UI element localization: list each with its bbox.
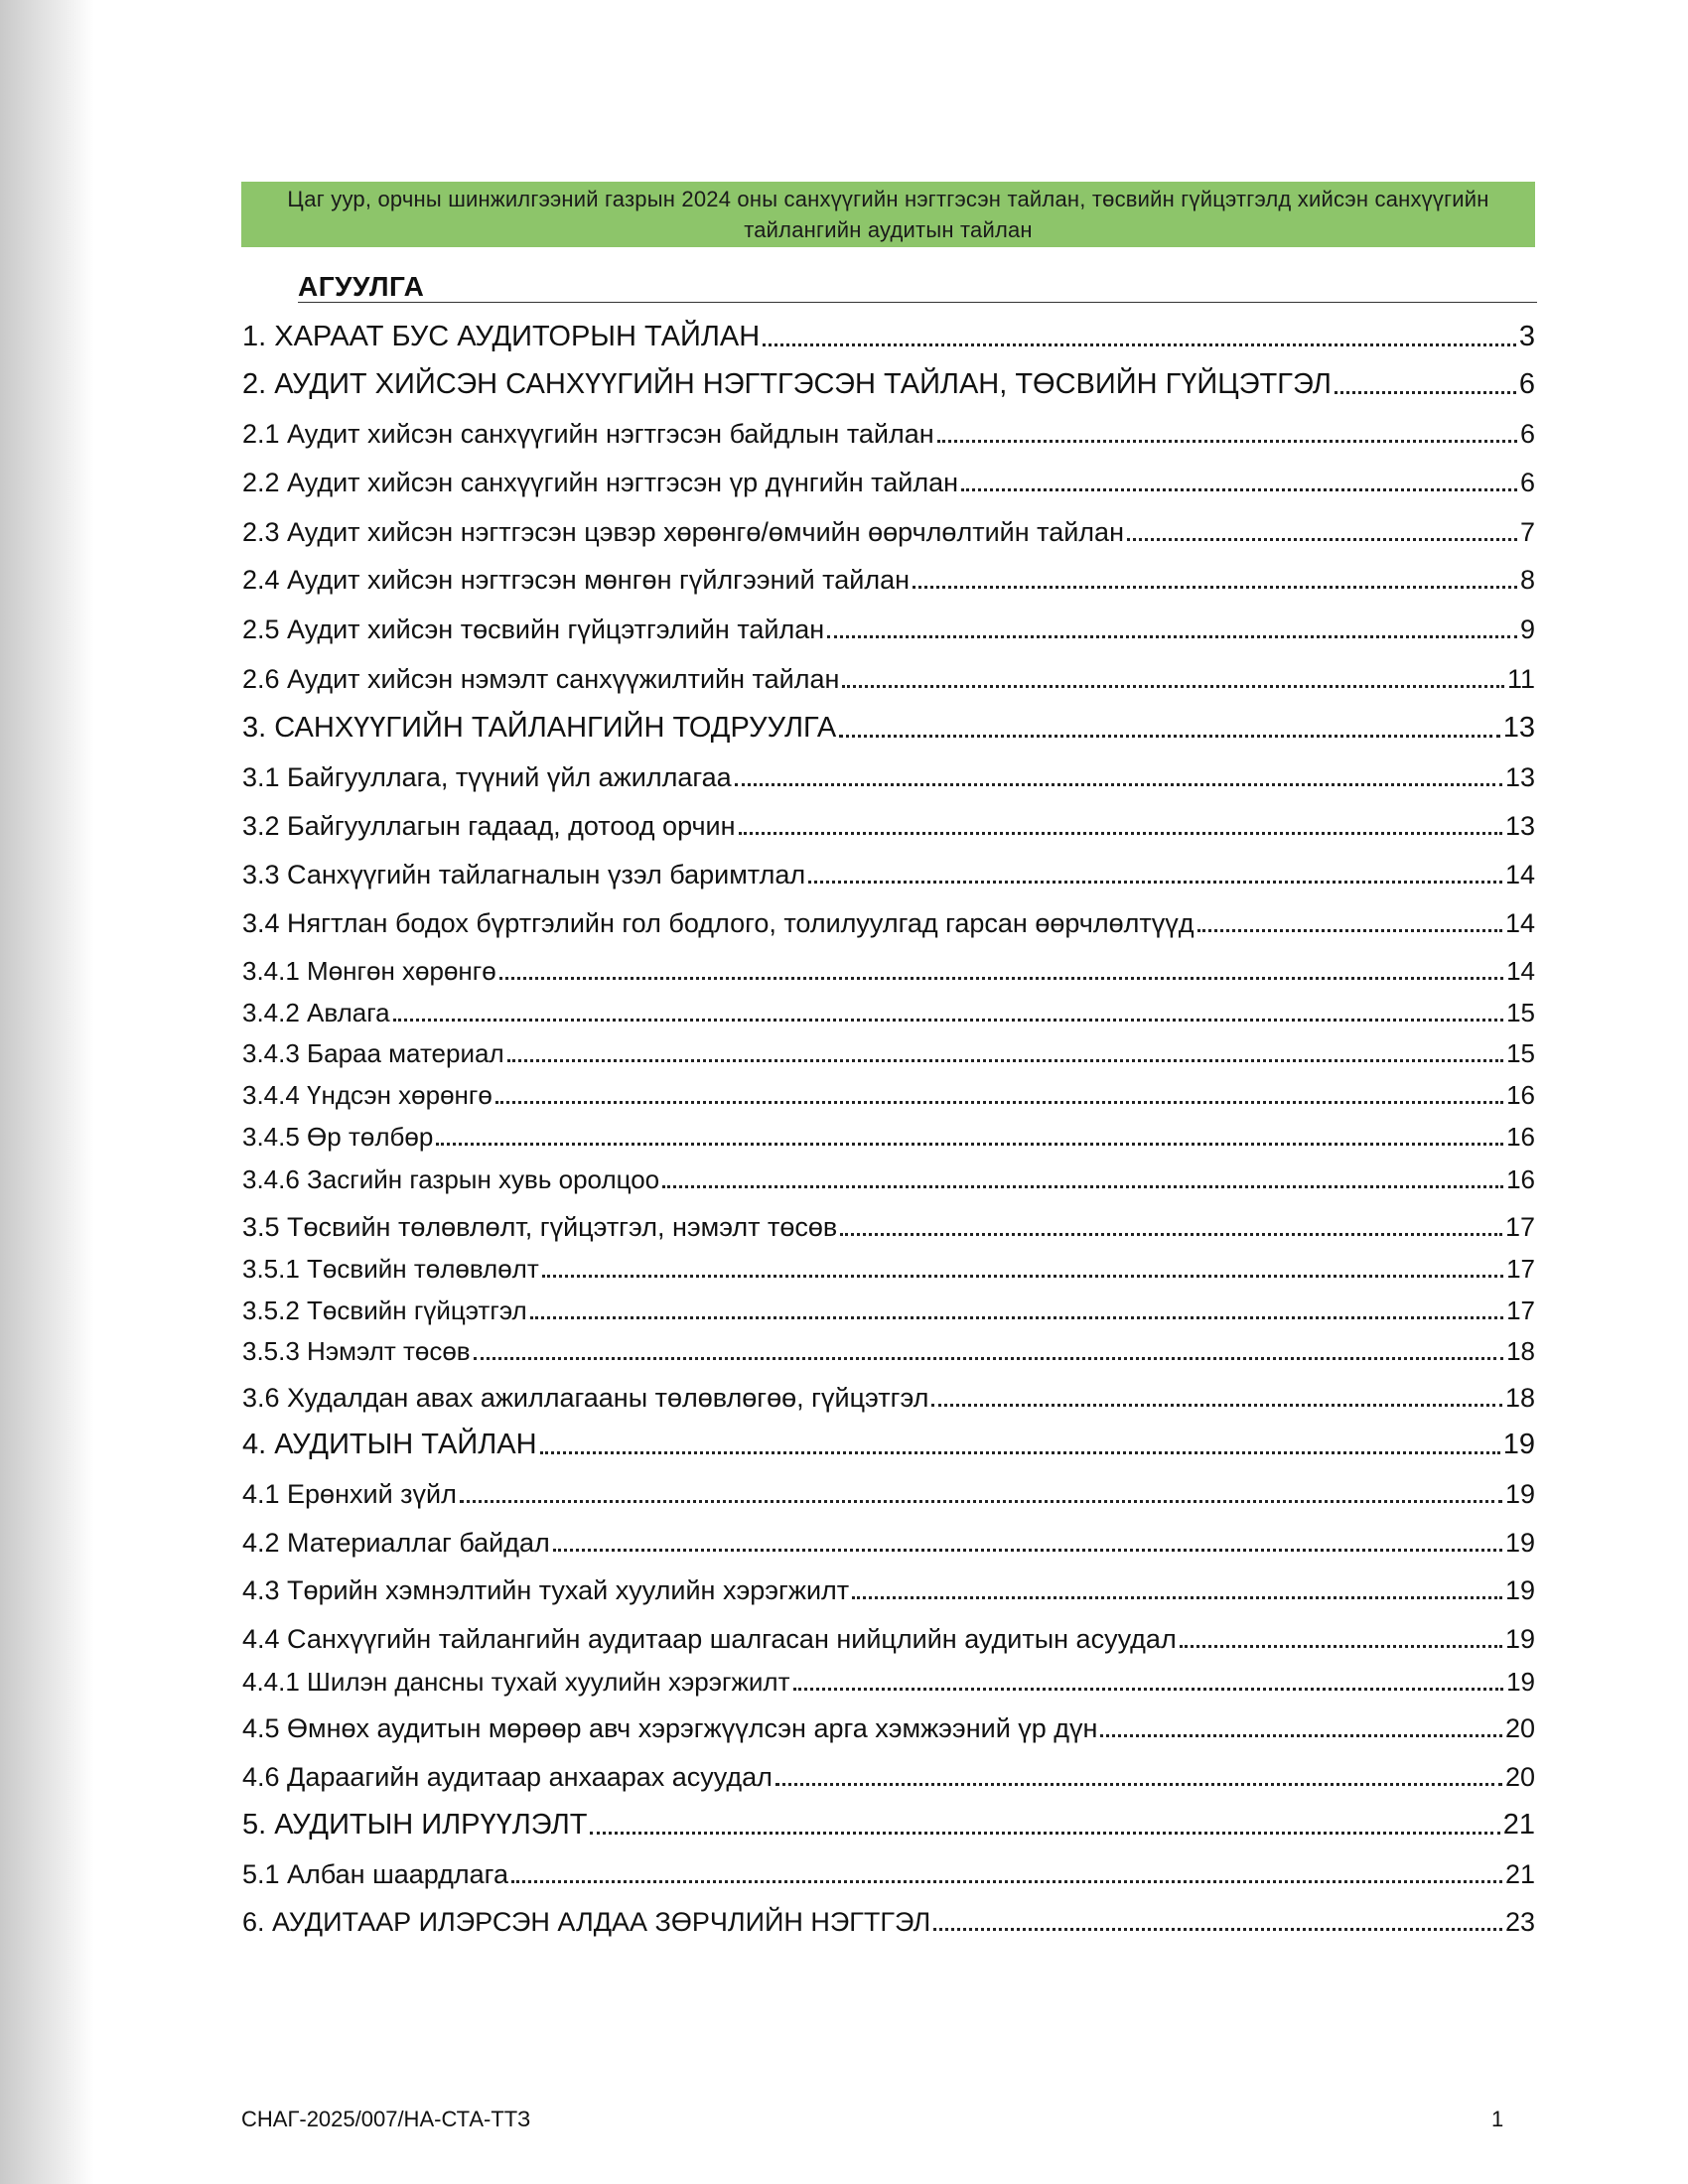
toc-dot-leader: [1180, 1645, 1502, 1648]
toc-entry-title: 3.4 Нягтлан бодох бүртгэлийн гол бодлого, толилуулгад гарсан өөрчлөлтүүд: [242, 908, 1195, 938]
toc-entry-page: 19: [1504, 1528, 1535, 1558]
toc-entry-title: 3.4.4 Үндсэн хөрөнгө: [242, 1080, 492, 1110]
toc-entry[interactable]: [242, 1710, 1535, 1744]
toc-entry-page: 19: [1502, 1429, 1535, 1460]
toc-entry[interactable]: [242, 995, 1535, 1028]
toc-entry[interactable]: [242, 905, 1535, 939]
toc-entry-title: 3.4.3 Бараа материал: [242, 1038, 504, 1068]
toc-dot-leader: [933, 1928, 1502, 1931]
toc-entry-title: 5. АУДИТЫН ИЛРҮҮЛЭЛТ: [242, 1809, 588, 1841]
toc-entry-title: 1. ХАРААТ БУС АУДИТОРЫН ТАЙЛАН: [242, 321, 761, 352]
toc-dot-leader: [1335, 391, 1516, 394]
toc-dot-leader: [1197, 929, 1502, 932]
toc-dot-leader: [852, 1596, 1502, 1599]
toc-entry-page: 17: [1504, 1212, 1535, 1242]
toc-entry-title: 3.4.2 Авлага: [242, 998, 390, 1027]
page-number: 1: [1491, 2107, 1504, 2131]
toc-dot-leader: [507, 1059, 1503, 1062]
toc-entry-title: 3.4.6 Засгийн газрын хувь оролцоо: [242, 1164, 660, 1194]
toc-entry[interactable]: [242, 857, 1535, 890]
toc-entry-page: 3: [1518, 321, 1535, 352]
toc-dot-leader: [763, 343, 1516, 346]
toc-dot-leader: [540, 1451, 1500, 1454]
toc-entry-title: 2.4 Аудит хийсэн нэгтгэсэн мөнгөн гүйлгээний тайлан: [242, 565, 910, 595]
toc-entry[interactable]: [242, 562, 1535, 596]
toc-dot-leader: [842, 685, 1504, 688]
toc-entry-title: 3.5.2 Төсвийн гүйцэтгэл: [242, 1296, 527, 1325]
toc-dot-leader: [937, 440, 1517, 443]
toc-entry-page: 20: [1504, 1713, 1535, 1743]
toc-entry-page: 19: [1504, 1575, 1535, 1605]
toc-entry-page: 6: [1519, 419, 1535, 449]
toc-dot-leader: [739, 832, 1502, 835]
toc-entry-page: 16: [1506, 1122, 1535, 1152]
toc-entry-title: 2. АУДИТ ХИЙСЭН САНХҮҮГИЙН НЭГТГЭСЭН ТАЙЛАН, ТӨСВИЙН ГҮЙЦЭТГЭЛ: [242, 368, 1332, 400]
toc-dot-leader: [1127, 538, 1517, 541]
toc-entry-page: 16: [1506, 1080, 1535, 1110]
toc-entry-page: 14: [1504, 908, 1535, 938]
toc-entry-page: 6: [1518, 368, 1535, 400]
toc-entry[interactable]: [242, 1904, 1535, 1938]
toc-entry[interactable]: [242, 661, 1535, 695]
toc-dot-leader: [827, 635, 1517, 638]
toc-entry-page: 13: [1502, 712, 1535, 744]
toc-entry-page: 6: [1519, 468, 1535, 497]
toc-entry[interactable]: [242, 759, 1535, 793]
toc-entry[interactable]: [242, 1621, 1535, 1655]
toc-entry-page: 19: [1504, 1624, 1535, 1654]
toc-entry-page: 20: [1504, 1762, 1535, 1792]
toc-dot-leader: [511, 1880, 1502, 1883]
toc-dot-leader: [499, 977, 1503, 980]
toc-dot-leader: [530, 1316, 1503, 1319]
toc-heading-rule: [298, 302, 1537, 303]
toc-entry[interactable]: [242, 367, 1535, 401]
toc-entry-title: 2.3 Аудит хийсэн нэгтгэсэн цэвэр хөрөнгө/өмчийн өөрчлөлтийн тайлан: [242, 517, 1124, 547]
toc-entry-title: 3.4.5 Өр төлбөр: [242, 1122, 434, 1152]
toc-dot-leader: [961, 488, 1517, 491]
toc-entry-page: 23: [1504, 1907, 1535, 1937]
toc-entry-title: 3.2 Байгууллагын гадаад, дотоод орчин: [242, 811, 736, 841]
toc-entry-page: 21: [1502, 1809, 1535, 1841]
toc-entry[interactable]: [242, 1251, 1535, 1285]
toc-entry[interactable]: [242, 514, 1535, 548]
toc-entry[interactable]: [242, 416, 1535, 450]
toc-dot-leader: [839, 735, 1500, 738]
toc-entry[interactable]: [242, 1035, 1535, 1069]
toc-entry-title: 3. САНХҮҮГИЙН ТАЙЛАНГИЙН ТОДРУУЛГА: [242, 712, 837, 744]
toc-entry-page: 19: [1506, 1667, 1535, 1697]
toc-entry-title: 4. АУДИТЫН ТАЙЛАН: [242, 1429, 537, 1460]
toc-dot-leader: [840, 1233, 1502, 1236]
toc-dot-leader: [460, 1500, 1502, 1503]
toc-entry[interactable]: [242, 1476, 1535, 1510]
report-title-text: Цаг уур, орчны шинжилгээний газрын 2024 оны санхүүгийн нэгтгэсэн тайлан, төсвийн гүйцэтгэлд хийсэн санхүүгийн тайлангийн аудитын тайлан: [287, 187, 1489, 242]
toc-entry[interactable]: [242, 1759, 1535, 1793]
toc-entry[interactable]: [242, 612, 1535, 645]
toc-dot-leader: [931, 1404, 1502, 1407]
toc-entry-title: 3.5.1 Төсвийн төлөвлөлт: [242, 1254, 539, 1284]
toc-dot-leader: [775, 1783, 1502, 1786]
document-code: СНАГ-2025/007/НА-СТА-ТТЗ: [241, 2107, 531, 2131]
toc-dot-leader: [553, 1549, 1502, 1552]
toc-entry-page: 17: [1506, 1296, 1535, 1325]
toc-entry-title: 3.5.3 Нэмэлт төсөв: [242, 1336, 471, 1366]
toc-entry[interactable]: [242, 465, 1535, 498]
toc-dot-leader: [1100, 1734, 1501, 1737]
toc-entry[interactable]: [242, 808, 1535, 842]
toc-dot-leader: [808, 881, 1502, 884]
toc-dot-leader: [913, 586, 1517, 589]
toc-entry-title: 3.6 Худалдан авах ажиллагааны төлөвлөгөө, гүйцэтгэл: [242, 1383, 929, 1413]
toc-entry-title: 4.4.1 Шилэн дансны тухай хуулийн хэрэгжилт: [242, 1667, 790, 1697]
toc-entry-page: 14: [1504, 860, 1535, 889]
toc-entry-title: 2.6 Аудит хийсэн нэмэлт санхүүжилтийн тайлан: [242, 664, 840, 694]
toc-entry[interactable]: [242, 1664, 1535, 1698]
toc-entry[interactable]: [242, 1380, 1535, 1414]
toc-entry[interactable]: [242, 1119, 1535, 1153]
toc-heading: АГУУЛГА: [298, 271, 425, 302]
toc-entry[interactable]: [242, 1525, 1535, 1559]
toc-entry-title: 3.3 Санхүүгийн тайлагналын үзэл баримтлал: [242, 860, 806, 889]
toc-entry[interactable]: [242, 1161, 1535, 1195]
toc-dot-leader: [495, 1101, 1503, 1104]
toc-dot-leader: [393, 1019, 1503, 1022]
toc-entry-title: 4.6 Дараагийн аудитаар анхаарах асуудал: [242, 1762, 773, 1792]
toc-entry-page: 21: [1504, 1859, 1535, 1889]
toc-entry[interactable]: [242, 1808, 1535, 1842]
toc-entry-page: 18: [1504, 1383, 1535, 1413]
toc-entry-page: 15: [1506, 1038, 1535, 1068]
toc-entry-page: 11: [1506, 664, 1535, 694]
toc-entry[interactable]: [242, 1209, 1535, 1243]
toc-entry-title: 5.1 Албан шаардлага: [242, 1859, 508, 1889]
toc-entry[interactable]: [242, 1856, 1535, 1890]
toc-entry-title: 2.2 Аудит хийсэн санхүүгийн нэгтгэсэн үр дүнгийн тайлан: [242, 468, 959, 497]
toc-entry-page: 15: [1506, 998, 1535, 1027]
toc-entry-title: 2.5 Аудит хийсэн төсвийн гүйцэтгэлийн тайлан: [242, 614, 825, 644]
toc-entry-title: 4.5 Өмнөх аудитын мөрөөр авч хэрэгжүүлсэн арга хэмжээний үр дүн: [242, 1713, 1098, 1743]
toc-entry[interactable]: [242, 1572, 1535, 1606]
toc-dot-leader: [542, 1275, 1503, 1278]
toc-entry-title: 4.2 Материаллаг байдал: [242, 1528, 550, 1558]
toc-entry-page: 13: [1504, 762, 1535, 792]
toc-dot-leader: [793, 1688, 1504, 1691]
toc-entry[interactable]: [242, 711, 1535, 745]
toc-entry[interactable]: [242, 953, 1535, 987]
toc-entry-title: 3.4.1 Мөнгөн хөрөнгө: [242, 956, 496, 986]
toc-entry-title: 3.5 Төсвийн төлөвлөлт, гүйцэтгэл, нэмэлт төсөв: [242, 1212, 838, 1242]
toc-entry[interactable]: [242, 1333, 1535, 1367]
toc-entry-title: 4.3 Төрийн хэмнэлтийн тухай хуулийн хэрэгжилт: [242, 1575, 850, 1605]
toc-entry-page: 16: [1506, 1164, 1535, 1194]
toc-entry-page: 14: [1506, 956, 1535, 986]
toc-entry-page: 7: [1519, 517, 1535, 547]
toc-entry-title: 2.1 Аудит хийсэн санхүүгийн нэгтгэсэн байдлын тайлан: [242, 419, 934, 449]
toc-entry-page: 9: [1519, 614, 1535, 644]
toc-entry-page: 18: [1506, 1336, 1535, 1366]
toc-entry-title: 4.4 Санхүүгийн тайлангийн аудитаар шалгасан нийцлийн аудитын асуудал: [242, 1624, 1177, 1654]
toc-entry-page: 13: [1504, 811, 1535, 841]
toc-entry-title: 3.1 Байгууллага, түүний үйл ажиллагаа: [242, 762, 732, 792]
toc-entry-title: 4.1 Ерөнхий зүйл: [242, 1479, 457, 1509]
toc-dot-leader: [436, 1143, 1503, 1146]
toc-entry-page: 17: [1506, 1254, 1535, 1284]
toc-entry-title: 6. АУДИТААР ИЛЭРСЭН АЛДАА ЗӨРЧЛИЙН НЭГТГЭЛ: [242, 1907, 931, 1937]
toc-dot-leader: [735, 783, 1502, 786]
toc-entry[interactable]: [242, 1428, 1535, 1461]
toc-dot-leader: [590, 1832, 1499, 1835]
report-title-banner: [241, 182, 1535, 247]
toc-entry[interactable]: [242, 1077, 1535, 1111]
toc-dot-leader: [474, 1357, 1503, 1360]
toc-dot-leader: [662, 1185, 1503, 1188]
toc-entry-page: 19: [1504, 1479, 1535, 1509]
toc-entry[interactable]: [242, 1293, 1535, 1326]
toc-entry-page: 8: [1519, 565, 1535, 595]
toc-entry[interactable]: [242, 320, 1535, 353]
